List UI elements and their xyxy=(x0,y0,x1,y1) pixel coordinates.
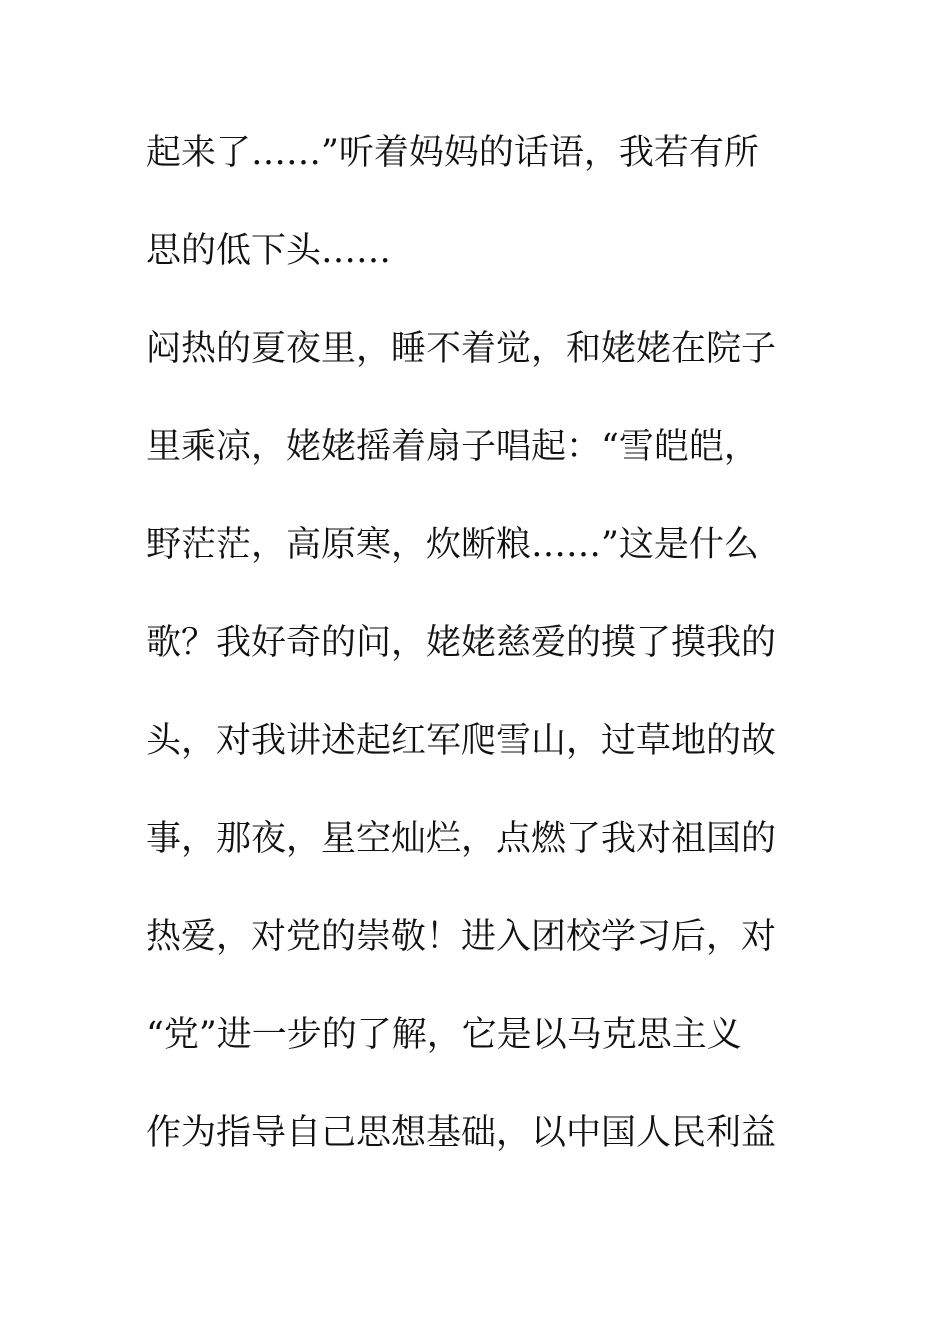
text-line-5: 野茫茫，高原寒，炊断粮……”这是什么 xyxy=(146,525,759,565)
text-line-9: 热爱，对党的崇敬！进入团校学习后，对 xyxy=(146,917,777,957)
text-line-8: 事，那夜，星空灿烂，点燃了我对祖国的 xyxy=(146,819,777,859)
essay-text xyxy=(146,121,826,1199)
text-line-3: 闷热的夏夜里，睡不着觉，和姥姥在院子 xyxy=(146,329,777,369)
text-line-6: 歌？我好奇的问，姥姥慈爱的摸了摸我的 xyxy=(146,623,777,663)
text-line-2: 思的低下头…… xyxy=(146,231,392,271)
text-line-1: 起来了……”听着妈妈的话语，我若有所 xyxy=(146,133,759,173)
text-line-4: 里乘凉，姥姥摇着扇子唱起：“雪皑皑， xyxy=(146,427,759,467)
text-line-11: 作为指导自己思想基础，以中国人民利益 xyxy=(146,1113,777,1153)
text-line-7: 头，对我讲述起红军爬雪山，过草地的故 xyxy=(146,721,777,761)
text-line-10: “党”进一步的了解，它是以马克思主义 xyxy=(146,1015,742,1055)
